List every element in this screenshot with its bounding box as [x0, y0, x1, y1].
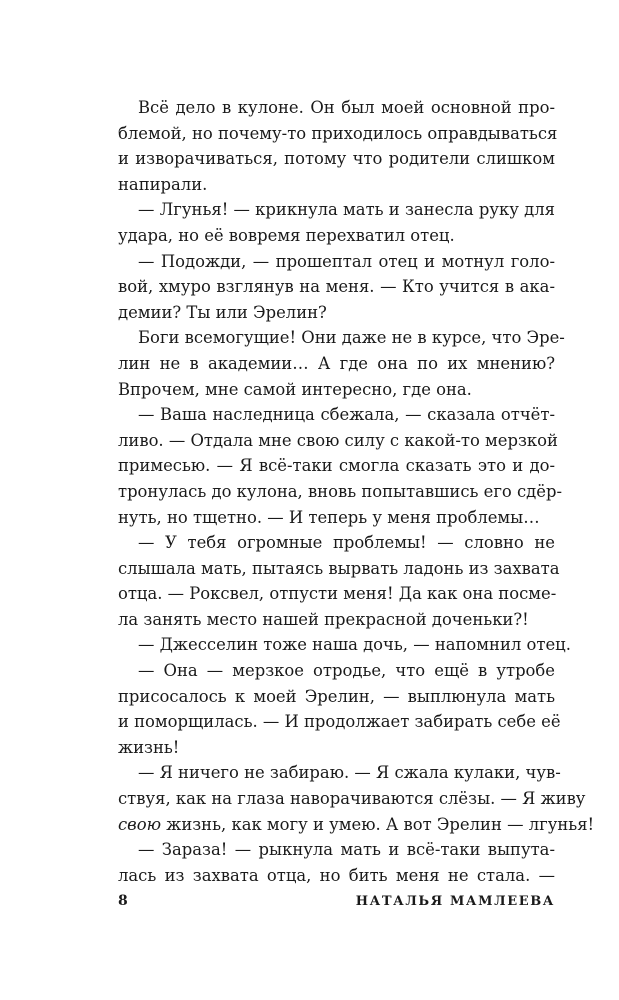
text-line-rest: жизнь, как могу и умею. А вот Эрелин — лгунья!: [161, 814, 595, 834]
text-line: нуть, но тщетно. — И теперь у меня проблемы…: [118, 507, 540, 527]
text-line: и изворачиваться, потому что родители слишком: [118, 149, 555, 169]
text-line: и поморщилась. — И продолжает забирать себе её: [118, 712, 561, 732]
text-line: — Она — мерзкое отродье, что ещё в утробе: [138, 661, 555, 681]
text-line: лась из захвата отца, но бить меня не стала. —: [118, 865, 555, 885]
text-line: демии? Ты или Эрелин?: [118, 302, 327, 322]
text-line: напирали.: [118, 174, 208, 194]
page-footer: [118, 893, 555, 915]
text-line: — У тебя огромные проблемы! — словно не: [138, 533, 555, 553]
text-line: — Я ничего не забираю. — Я сжала кулаки, чув-: [138, 763, 561, 783]
text-line: Всё дело в кулоне. Он был моей основной про-: [138, 98, 555, 117]
text-line: отца. — Роксвел, отпусти меня! Да как она посме-: [118, 584, 557, 604]
author-name: НАТАЛЬЯ МАМЛЕЕВА: [355, 894, 555, 909]
text-line: — Подожди, — прошептал отец и мотнул голо-: [138, 251, 555, 271]
text-line: — Зараза! — рыкнула мать и всё-таки выпута-: [138, 840, 555, 860]
text-line: — Джесселин тоже наша дочь, — напомнил отец.: [138, 635, 571, 655]
text-line: — Лгунья! — крикнула мать и занесла руку для: [138, 200, 555, 220]
text-line: блемой, но почему-то приходилось оправдываться: [118, 123, 558, 143]
text-line: удара, но её вовремя перехватил отец.: [118, 225, 455, 245]
text-line-with-italic: [118, 812, 595, 838]
text-line: ла занять место нашей прекрасной доченьки?!: [118, 609, 529, 629]
text-line: — Ваша наследница сбежала, — сказала отчёт-: [138, 405, 555, 425]
text-line: тронулась до кулона, вновь попытавшись его сдёр-: [118, 481, 563, 501]
text-line: ливо. — Отдала мне свою силу с какой-то мерзкой: [118, 430, 558, 450]
text-line: присосалось к моей Эрелин, — выплюнула мать: [118, 686, 555, 706]
italic-word: свою: [118, 814, 162, 834]
text-line: Боги всемогущие! Они даже не в курсе, что Эре-: [138, 328, 565, 348]
text-line: Впрочем, мне самой интересно, где она.: [118, 379, 472, 399]
text-line: ствуя, как на глаза наворачиваются слёзы. — Я живу: [118, 789, 586, 809]
text-line: лин не в академии… А где она по их мнению?: [118, 353, 555, 373]
page-number: 8: [118, 893, 128, 909]
body-text: [118, 95, 595, 888]
text-line: вой, хмуро взглянув на меня. — Кто учится в ака-: [118, 277, 555, 297]
text-line: примесью. — Я всё-таки смогла сказать это и до-: [118, 456, 555, 476]
text-line: слышала мать, пытаясь вырвать ладонь из захвата: [118, 558, 560, 578]
text-line: жизнь!: [118, 737, 180, 757]
